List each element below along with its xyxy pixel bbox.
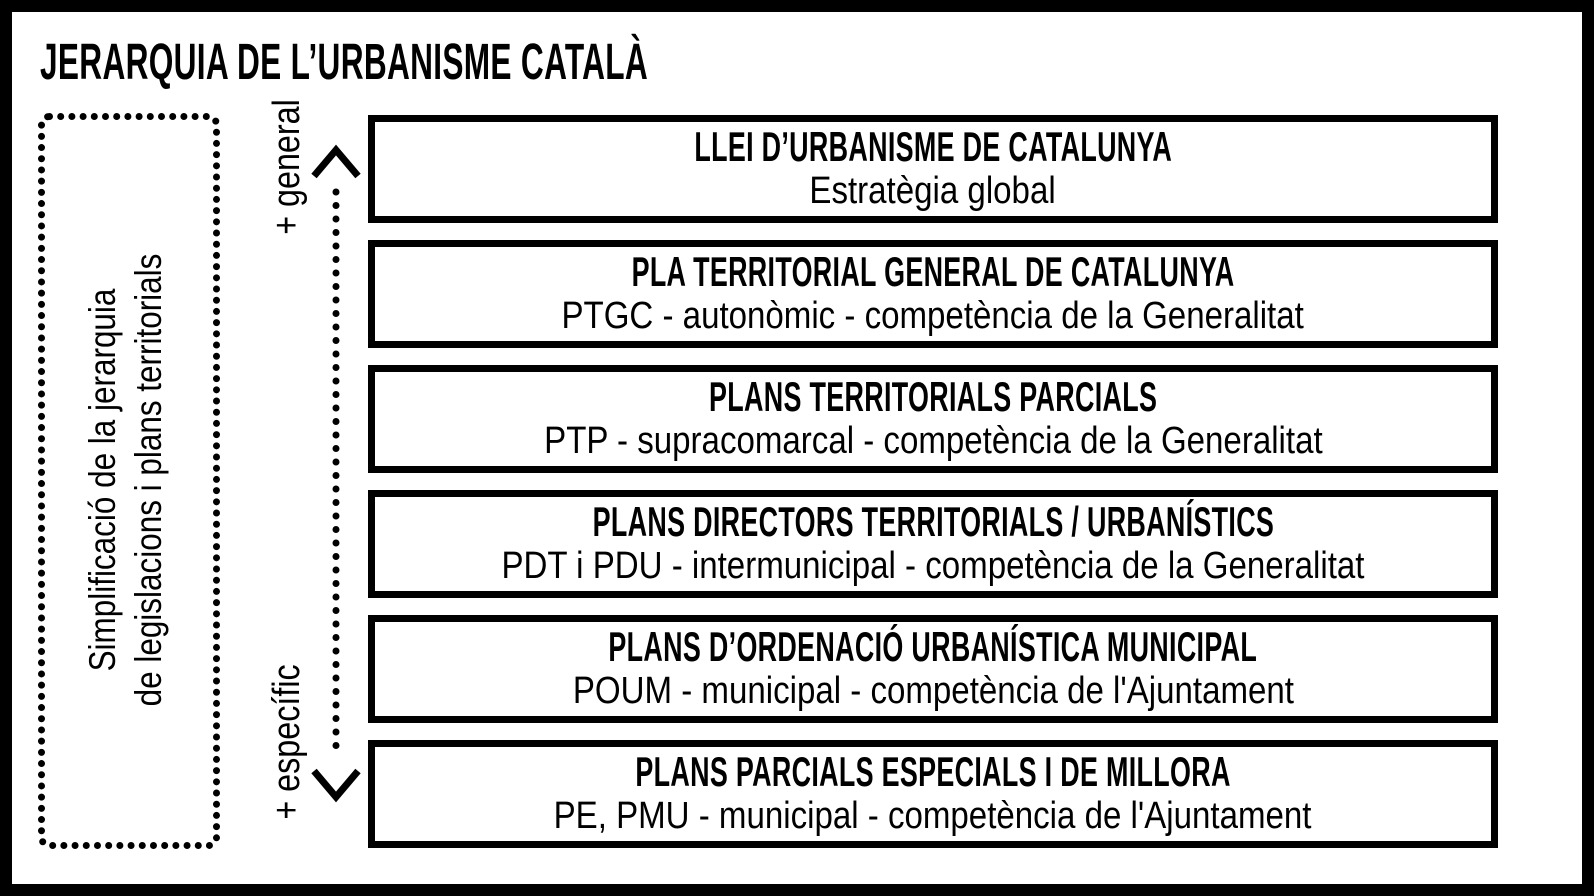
level-title: PLANS PARCIALS ESPECIALS I DE MILLORA [635, 748, 1231, 796]
level-title: PLANS TERRITORIALS PARCIALS [708, 373, 1158, 421]
level-subtitle: PE, PMU - municipal - competència de l'Ajuntament [554, 794, 1312, 837]
level-title: PLA TERRITORIAL GENERAL DE CATALUNYA [631, 248, 1235, 296]
level-box-1 [368, 115, 1498, 223]
level-box-2 [368, 240, 1498, 348]
sidebar-note [80, 182, 172, 777]
level-subtitle: PTP - supracomarcal - competència de la Generalitat [543, 419, 1323, 462]
level-title: LLEI D’URBANISME DE CATALUNYA [694, 123, 1172, 171]
double-headed-dotted-arrow-icon [307, 142, 365, 805]
sidebar-note-line2: de legislacions i plans territorials [128, 253, 169, 707]
level-subtitle: PTGC - autonòmic - competència de la Generalitat [561, 294, 1305, 337]
axis-label-especific: + específic [266, 664, 308, 820]
level-subtitle: POUM - municipal - competència de l'Ajuntament [572, 669, 1294, 712]
level-title: PLANS DIRECTORS TERRITORIALS / URBANÍSTICS [592, 498, 1274, 546]
level-subtitle: Estratègia global [809, 169, 1057, 212]
level-title: PLANS D’ORDENACIÓ URBANÍSTICA MUNICIPAL [608, 623, 1258, 671]
level-box-5 [368, 615, 1498, 723]
page-title: JERARQUIA DE L’URBANISME CATALÀ [40, 33, 649, 90]
level-box-6 [368, 740, 1498, 848]
sidebar-note-line1: Simplificació de la jerarquia [82, 288, 123, 672]
level-subtitle: PDT i PDU - intermunicipal - competència de la Generalitat [501, 544, 1365, 587]
level-box-3 [368, 365, 1498, 473]
arrow-up-chevron-icon [314, 150, 358, 176]
axis-label-general: + general [266, 99, 308, 235]
arrow-down-chevron-icon [314, 771, 358, 797]
level-box-4 [368, 490, 1498, 598]
